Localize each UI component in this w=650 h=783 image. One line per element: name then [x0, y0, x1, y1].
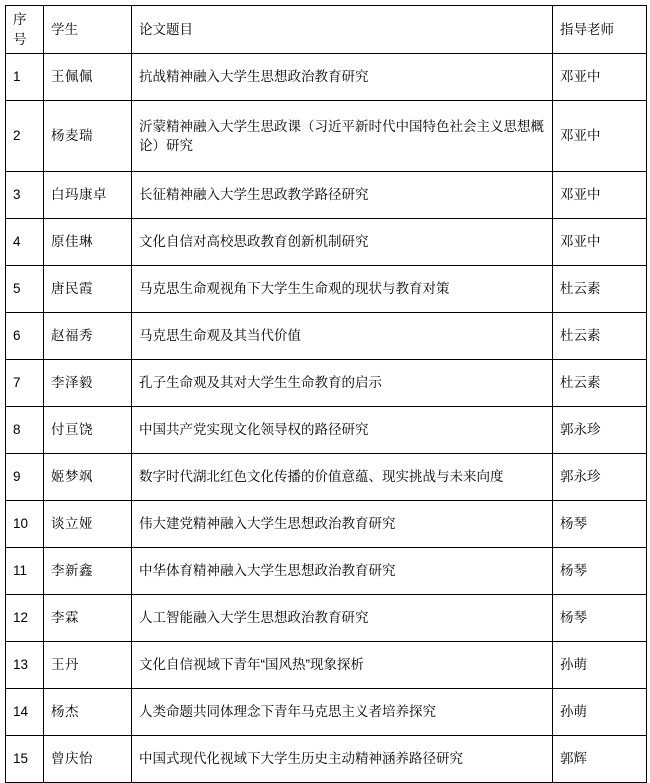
cell-advisor: 杨琴 [553, 595, 647, 642]
cell-title: 中国共产党实现文化领导权的路径研究 [132, 407, 553, 454]
table-row [6, 313, 647, 360]
cell-index: 4 [6, 219, 44, 266]
cell-student: 赵福秀 [44, 313, 132, 360]
cell-index: 14 [6, 689, 44, 736]
cell-student: 付亘饶 [44, 407, 132, 454]
column-header-advisor: 指导老师 [553, 6, 647, 54]
cell-advisor: 杜云素 [553, 313, 647, 360]
cell-index: 13 [6, 642, 44, 689]
cell-advisor: 郭永珍 [553, 454, 647, 501]
cell-title: 人类命题共同体理念下青年马克思主义者培养探究 [132, 689, 553, 736]
cell-title: 抗战精神融入大学生思想政治教育研究 [132, 54, 553, 101]
cell-advisor: 杜云素 [553, 266, 647, 313]
column-header-student: 学生 [44, 6, 132, 54]
cell-title: 孔子生命观及其对大学生生命教育的启示 [132, 360, 553, 407]
table-row [6, 101, 647, 172]
cell-index: 7 [6, 360, 44, 407]
document-sheet [0, 5, 650, 767]
table-row [6, 219, 647, 266]
cell-index: 2 [6, 101, 44, 172]
cell-student: 白玛康卓 [44, 172, 132, 219]
table-row [6, 736, 647, 783]
table-header-row [6, 6, 647, 54]
cell-student: 曾庆怡 [44, 736, 132, 783]
column-header-title: 论文题目 [132, 6, 553, 54]
cell-title: 沂蒙精神融入大学生思政课（习近平新时代中国特色社会主义思想概论）研究 [132, 101, 553, 172]
cell-advisor: 邓亚中 [553, 101, 647, 172]
cell-title: 文化自信对高校思政教育创新机制研究 [132, 219, 553, 266]
table-row [6, 689, 647, 736]
cell-student: 李泽毅 [44, 360, 132, 407]
table-row [6, 266, 647, 313]
cell-student: 唐民霞 [44, 266, 132, 313]
cell-index: 11 [6, 548, 44, 595]
cell-index: 15 [6, 736, 44, 783]
cell-title: 长征精神融入大学生思政教学路径研究 [132, 172, 553, 219]
cell-title: 人工智能融入大学生思想政治教育研究 [132, 595, 553, 642]
table-row [6, 642, 647, 689]
cell-index: 12 [6, 595, 44, 642]
cell-advisor: 郭永珍 [553, 407, 647, 454]
cell-title: 文化自信视域下青年“国风热”现象探析 [132, 642, 553, 689]
table-body [6, 54, 647, 783]
cell-student: 王佩佩 [44, 54, 132, 101]
cell-student: 李霖 [44, 595, 132, 642]
table-row [6, 501, 647, 548]
thesis-assignment-table [5, 5, 647, 783]
cell-index: 6 [6, 313, 44, 360]
table-row [6, 595, 647, 642]
cell-index: 5 [6, 266, 44, 313]
cell-title: 数字时代湖北红色文化传播的价值意蕴、现实挑战与未来向度 [132, 454, 553, 501]
table-row [6, 360, 647, 407]
cell-index: 10 [6, 501, 44, 548]
cell-index: 3 [6, 172, 44, 219]
table-row [6, 54, 647, 101]
cell-advisor: 邓亚中 [553, 172, 647, 219]
cell-advisor: 孙萌 [553, 642, 647, 689]
cell-index: 8 [6, 407, 44, 454]
cell-student: 杨杰 [44, 689, 132, 736]
cell-title: 伟大建党精神融入大学生思想政治教育研究 [132, 501, 553, 548]
cell-student: 原佳琳 [44, 219, 132, 266]
cell-index: 9 [6, 454, 44, 501]
cell-title: 中国式现代化视域下大学生历史主动精神涵养路径研究 [132, 736, 553, 783]
cell-student: 杨麦瑞 [44, 101, 132, 172]
cell-title: 中华体育精神融入大学生思想政治教育研究 [132, 548, 553, 595]
cell-advisor: 杜云素 [553, 360, 647, 407]
cell-advisor: 邓亚中 [553, 219, 647, 266]
cell-title: 马克思生命观及其当代价值 [132, 313, 553, 360]
cell-advisor: 邓亚中 [553, 54, 647, 101]
cell-index: 1 [6, 54, 44, 101]
cell-student: 李新鑫 [44, 548, 132, 595]
cell-advisor: 孙萌 [553, 689, 647, 736]
cell-student: 王丹 [44, 642, 132, 689]
cell-student: 谈立娅 [44, 501, 132, 548]
table-row [6, 454, 647, 501]
table-row [6, 172, 647, 219]
cell-advisor: 杨琴 [553, 548, 647, 595]
column-header-index: 序号 [6, 6, 44, 54]
table-header [6, 6, 647, 54]
cell-title: 马克思生命观视角下大学生生命观的现状与教育对策 [132, 266, 553, 313]
cell-student: 姬梦飒 [44, 454, 132, 501]
table-row [6, 407, 647, 454]
table-row [6, 548, 647, 595]
cell-advisor: 郭辉 [553, 736, 647, 783]
cell-advisor: 杨琴 [553, 501, 647, 548]
